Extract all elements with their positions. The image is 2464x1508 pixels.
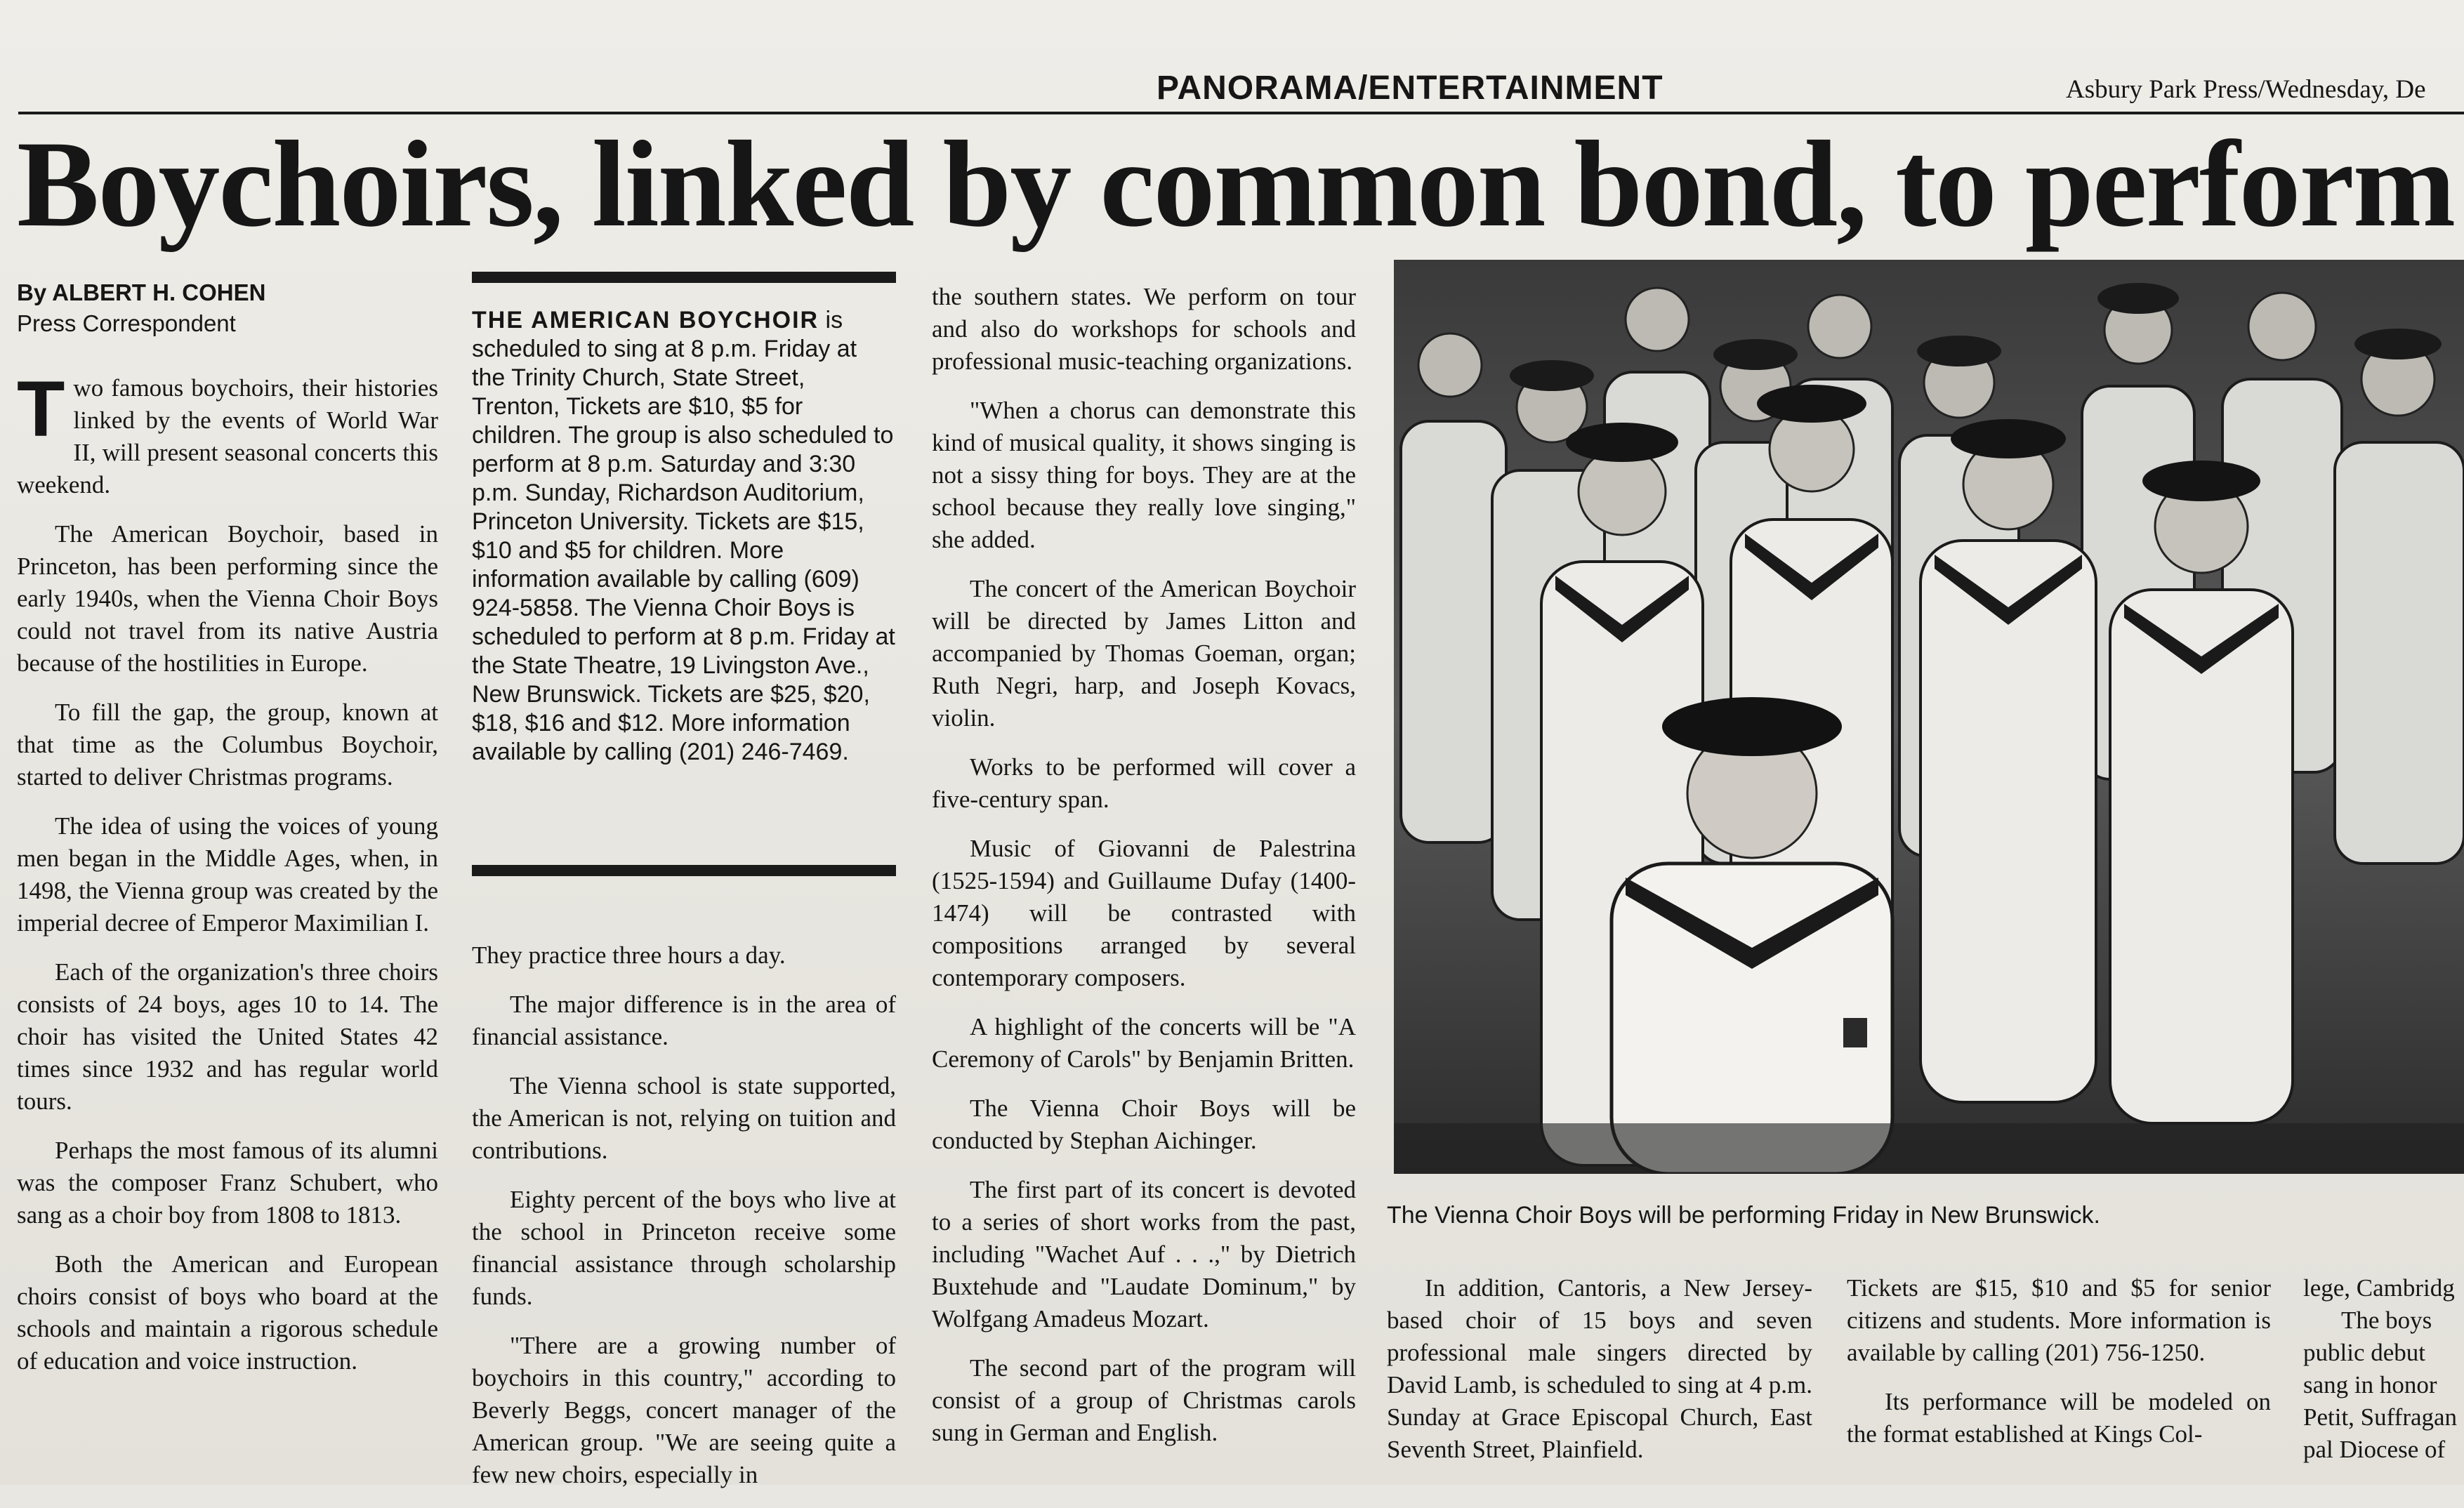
line: sang in honor [2303, 1371, 2437, 1398]
article-column-5 [1847, 1272, 2271, 1467]
paragraph: Works to be performed will cover a five-century span. [932, 753, 1356, 813]
paragraph: Tickets are $15, $10 and $5 for senior citizens and students. More information is available by calling (201) 756-1250. [1847, 1274, 2271, 1366]
paragraph: Eighty percent of the boys who live at the school in Princeton receive some financial assistance through scholarship funds. [472, 1186, 896, 1310]
line: Petit, Suffragan [2303, 1403, 2458, 1431]
infobox-lead: THE AMERICAN BOYCHOIR [472, 307, 819, 333]
drop-cap: T [17, 365, 65, 453]
paragraph: The idea of using the voices of young men began in the Middle Ages, when, in 1498, the Vienna group was created by the imperial decree of Emperor Maximilian I. [17, 812, 438, 937]
headline: Boychoirs, linked by common bond, to perform [17, 116, 2455, 253]
article-column-3 [932, 281, 1356, 1466]
paragraph: Its performance will be modeled on the format established at Kings Col- [1847, 1388, 2271, 1448]
paragraph: "When a chorus can demonstrate this kind of musical quality, it shows singing is not a sissy thing for boys. They are at the school because they really love singing," she added. [932, 397, 1356, 553]
paragraph: The Vienna school is state supported, the American is not, relying on tuition and contributions. [472, 1072, 896, 1164]
dateline: Asbury Park Press/Wednesday, De [2066, 75, 2426, 104]
header-rule [18, 112, 2464, 114]
paragraph: The Vienna Choir Boys will be conducted by Stephan Aichinger. [932, 1094, 1356, 1154]
paragraph: "There are a growing number of boychoirs in this country," according to Beverly Beggs, concert manager of the American group. "We are seeing quite a few new choirs, especially in [472, 1332, 896, 1488]
article-column-2 [472, 939, 896, 1508]
paragraph [17, 365, 438, 501]
line: lege, Cambridg [2303, 1274, 2455, 1302]
line: public debut [2303, 1339, 2425, 1366]
paragraph: To fill the gap, the group, known at that time as the Columbus Boychoir, started to deliver Christmas programs. [17, 699, 438, 791]
line: The boys [2341, 1307, 2432, 1334]
paragraph: The second part of the program will consist of a group of Christmas carols sung in German and English. [932, 1354, 1356, 1446]
paragraph: The first part of its concert is devoted to a series of short works from the past, including "Wachet Auf . . .," by Dietrich Buxtehude and "Laudate Dominum," by Wolfgang Amadeus Mozart. [932, 1176, 1356, 1332]
photo-illustration [1394, 260, 2464, 1174]
article-column-4 [1387, 1272, 1812, 1483]
event-infobox [472, 306, 896, 767]
infobox-text: is scheduled to sing at 8 p.m. Friday at the Trinity Church, State Street, Trenton, Tickets are $10, $5 for children. The group is also scheduled to perform at 8 p.m. Saturday and 3:30 p.m. Sunday, Richardson Auditorium, Princeton University. Tickets are $15, $10 and $5 for children. More information available by calling (609) 924-5858. The Vienna Choir Boys is scheduled to perform at 8 p.m. Friday at the State Theatre, 19 Livingston Ave., New Brunswick. Tickets are $25, $20, $18, $16 and $12. More information available by calling (201) 246-7469. [472, 307, 895, 765]
paragraph: The concert of the American Boychoir will be directed by James Litton and accompanied by Thomas Goeman, organ; Ruth Negri, harp, and Joseph Kovacs, violin. [932, 575, 1356, 732]
article-column-1 [17, 365, 438, 1394]
paragraph: They practice three hours a day. [472, 941, 786, 969]
paragraph: Both the American and European choirs consist of boys who board at the schools and maintain a rigorous schedule of education and voice instruction. [17, 1250, 438, 1375]
photo-caption: The Vienna Choir Boys will be performing Friday in New Brunswick. [1387, 1202, 2100, 1229]
byline-role: Press Correspondent [17, 310, 236, 336]
paragraph: The major difference is in the area of financial assistance. [472, 991, 896, 1050]
paragraph: The American Boychoir, based in Princeton, has been performing since the early 1940s, when the Vienna Choir Boys could not travel from its native Austria because of the hostilities in Europe. [17, 520, 438, 677]
infobox-top-rule [472, 272, 896, 283]
infobox-bottom-rule [472, 865, 896, 876]
paragraph: Perhaps the most famous of its alumni was the composer Franz Schubert, who sang as a choir boy from 1808 to 1813. [17, 1137, 438, 1229]
paragraph: Each of the organization's three choirs consists of 24 boys, ages 10 to 14. The choir has visited the United States 42 times since 1932 and has regular world tours. [17, 958, 438, 1115]
line: pal Diocese of [2303, 1436, 2446, 1463]
section-header: PANORAMA/ENTERTAINMENT [1157, 70, 1663, 107]
choir-photo [1394, 260, 2464, 1174]
paragraph: Music of Giovanni de Palestrina (1525-1594) and Guillaume Dufay (1400-1474) will be contrasted with compositions arranged by several contemporary composers. [932, 835, 1356, 991]
byline-author: By ALBERT H. COHEN [17, 279, 266, 305]
paragraph: the southern states. We perform on tour and also do workshops for schools and professional music-teaching organizations. [932, 283, 1356, 375]
paragraph: In addition, Cantoris, a New Jersey-based choir of 15 boys and seven professional male singers directed by David Lamb, is scheduled to sing at 4 p.m. Sunday at Grace Episcopal Church, East Seventh Street, Plainfield. [1387, 1274, 1812, 1463]
article-column-6 [2303, 1272, 2464, 1466]
paragraph: A highlight of the concerts will be "A Ceremony of Carols" by Benjamin Britten. [932, 1013, 1356, 1073]
paragraph-text: wo famous boychoirs, their histories linked by the events of World War II, will present seasonal concerts this weekend. [17, 374, 438, 498]
